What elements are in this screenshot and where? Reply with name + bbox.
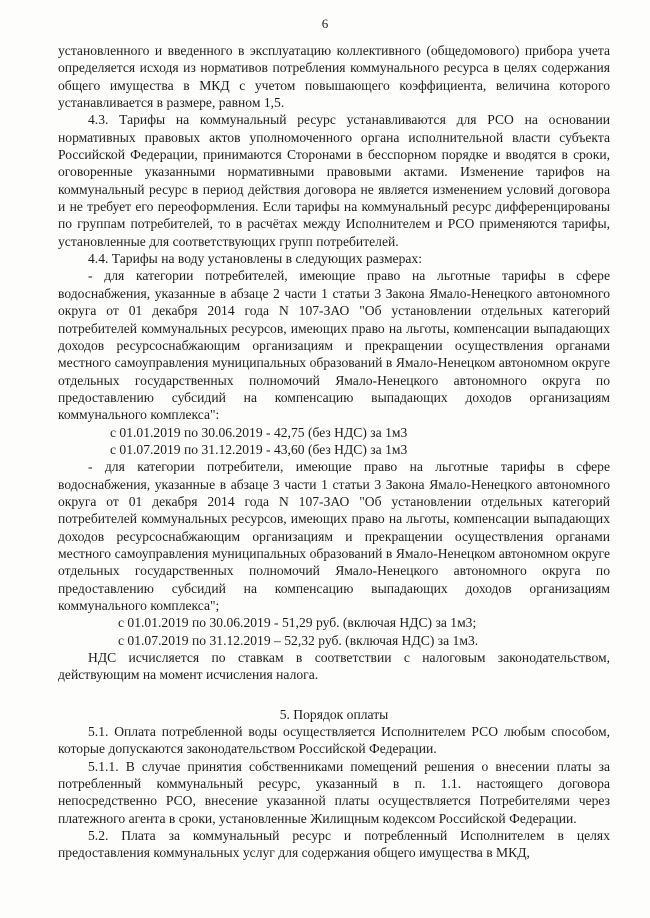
paragraph-5-1-1: 5.1.1. В случае принятия собственниками помещений решения о внесении платы за потребленный коммунальный ресурс, указанный в п. 1.1. настоящего договора непосредственно РСО, внесение указанной платы осуществляется Потребителями через платежного агента в сроки, установленные Жилищным кодексом Российской Федерации. <box>58 758 610 826</box>
section-5-title: 5. Порядок оплаты <box>279 706 389 722</box>
paragraph-4-4: 4.4. Тарифы на воду установлены в следующих размерах: <box>88 251 422 267</box>
vat-note: НДС исчисляется по ставкам в соответствии с налоговым законодательством, действующим на момент исчисления налога. <box>58 650 610 683</box>
tariff-category-2: - для категории потребители, имеющие право на льготные тарифы в сфере водоснабжения, указанные в абзаце 3 части 1 статьи 3 Закона Ямало-Ненецкого автономного округа от 01 декабря 2014 года N 107-ЗАО "Об установлении отдельных категорий потребителей коммунальных ресурсов, имеющих право на льготы, компенсации выпадающих доходов ресурсоснабжающим организациям и прекращении осуществления органами местного самоуправления муниципальных образований в Ямало-Ненецком автономном округе отдельных государственных полномочий Ямало-Ненецкого автономного округа по предоставлению субсидий на компенсацию выпадающих доходов организациям коммунального комплекса"; <box>58 459 610 613</box>
paragraph-5-1: 5.1. Оплата потребленной воды осуществляется Исполнителем РСО любым способом, которые допускаются законодательством Российской Федерации. <box>58 724 610 757</box>
paragraph-4-3: 4.3. Тарифы на коммунальный ресурс устанавливаются для РСО на основании нормативных правовых актов уполномоченного органа исполнительной власти субъекта Российской Федерации, принимаются Сторонами в бесспорном порядке и вводятся в сроки, оговоренные указанными нормативными правовыми актами. Изменение тарифов на коммунальный ресурс в период действия договора не является изменением условий договора и не требует его переоформления. Если тарифы на коммунальный ресурс дифференцированы по группам потребителей, то в расчётах между Исполнителем и РСО применяются тарифы, установленные для соответствующих групп потребителей. <box>58 112 610 249</box>
tariff-line-4: с 01.07.2019 по 31.12.2019 – 52,32 руб. (включая НДС) за 1м3. <box>118 632 479 648</box>
paragraph-continuation: установленного и введенного в эксплуатацию коллективного (общедомового) прибора учета определяется исходя из нормативов потребления коммунального ресурса в целях содержания общего имущества в МКД с учетом повышающего коэффициента, величина которого устанавливается в размере, равном 1,5. <box>58 43 610 111</box>
tariff-line-3: с 01.01.2019 по 30.06.2019 - 51,29 руб. (включая НДС) за 1м3; <box>118 615 477 631</box>
page-number: 6 <box>321 16 329 31</box>
tariff-line-2: с 01.07.2019 по 31.12.2019 - 43,60 (без НДС) за 1м3 <box>110 441 408 457</box>
tariff-category-1: - для категории потребителей, имеющие право на льготные тарифы в сфере водоснабжения, указанные в абзаце 2 части 1 статьи 3 Закона Ямало-Ненецкого автономного округа от 01 декабря 2014 года N 107-ЗАО "Об установлении отдельных категорий потребителей коммунальных ресурсов, имеющих право на льготы, компенсации выпадающих доходов ресурсоснабжающим организациям и прекращении осуществления органами местного самоуправления муниципальных образований в Ямало-Ненецком автономном округе отдельных государственных полномочий Ямало-Ненецкого автономного округа по предоставлению субсидий на компенсацию выпадающих доходов организациям коммунального комплекса": <box>58 268 610 423</box>
paragraph-5-2: 5.2. Плата за коммунальный ресурс и потребленный Исполнителем в целях предоставления коммунальных услуг для содержания общего имущества в МКД, <box>58 828 610 861</box>
document-body <box>58 42 610 862</box>
tariff-line-1: с 01.01.2019 по 30.06.2019 - 42,75 (без НДС) за 1м3 <box>110 424 408 440</box>
